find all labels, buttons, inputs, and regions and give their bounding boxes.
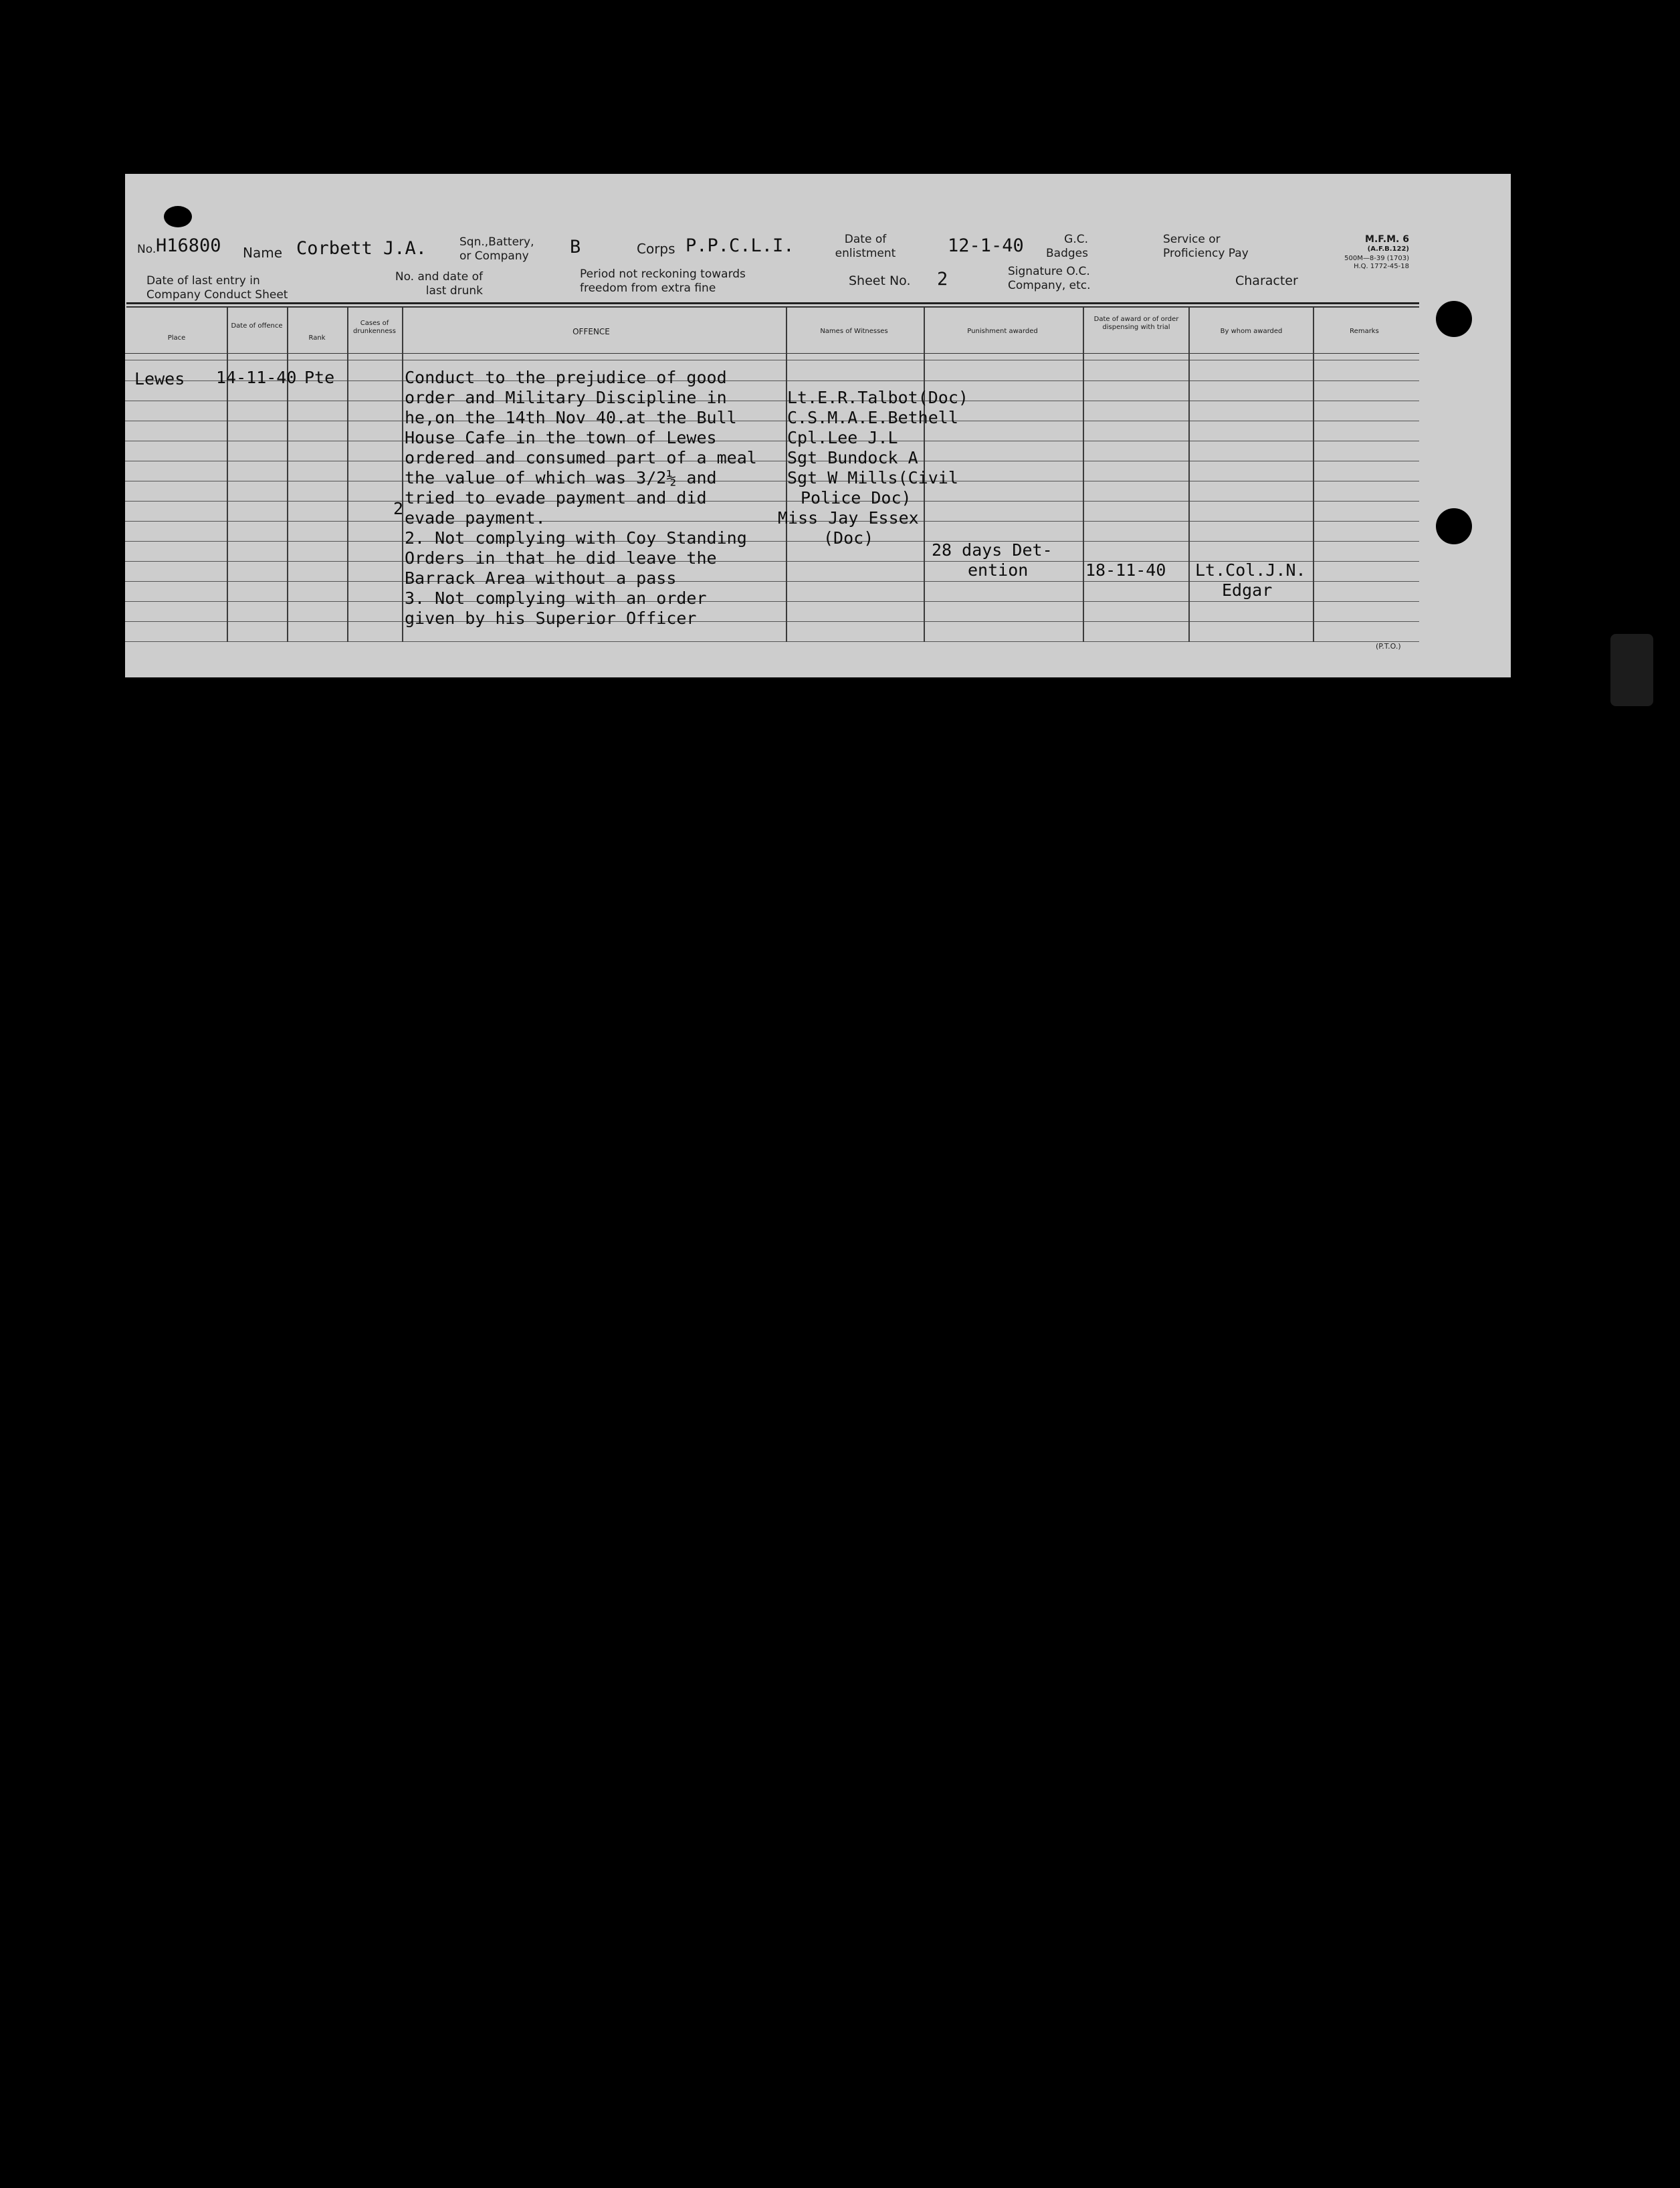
witness-line: Cpl.Lee J.L [787, 428, 898, 447]
sqn-label: Sqn.,Battery, or Company [459, 235, 534, 263]
punishment-line: 28 days Det- [932, 540, 1053, 560]
character-label: Character [1235, 274, 1298, 288]
enlistment-value: 12-1-40 [948, 235, 1024, 256]
witness-line: Sgt W Mills(Civil [787, 468, 958, 487]
award-date: 18-11-40 [1085, 560, 1166, 580]
signature-label: Signature O.C. Company, etc. [1008, 265, 1091, 292]
ruled-line [125, 521, 1419, 522]
offence-line: he,on the 14th Nov 40.at the Bull [405, 408, 737, 427]
col-place: Place [167, 334, 186, 342]
witness-line: (Doc) [823, 528, 874, 548]
form-code-print: 500M—8-39 (1703) [1344, 255, 1409, 262]
ink-blot [164, 206, 192, 227]
corps-label: Corps [637, 241, 675, 257]
offence-line: House Cafe in the town of Lewes [405, 428, 717, 447]
col-by-whom: By whom awarded [1220, 328, 1283, 335]
col-witnesses: Names of Witnesses [820, 328, 888, 335]
ruled-line [125, 621, 1419, 622]
punch-hole [1436, 301, 1472, 337]
column-divider [287, 308, 288, 642]
ruled-line [125, 641, 1419, 642]
witness-line: Miss Jay Essex [778, 508, 919, 528]
awarded-by-line: Lt.Col.J.N. [1195, 560, 1306, 580]
gc-badges-label: G.C. Badges [1046, 233, 1088, 260]
witness-line: Police Doc) [801, 488, 912, 508]
service-pay-label: Service or Proficiency Pay [1163, 233, 1249, 260]
ruled-line [125, 501, 1419, 502]
column-divider [227, 308, 228, 642]
offence-line: order and Military Discipline in [405, 388, 727, 407]
form-code: M.F.M. 6 [1365, 234, 1409, 245]
column-divider [402, 308, 403, 642]
service-number: H16800 [156, 235, 221, 256]
offence-line: 2. Not complying with Coy Standing [405, 528, 747, 548]
offence-line: given by his Superior Officer [405, 609, 697, 628]
awarded-by-line: Edgar [1222, 580, 1273, 600]
offence-line: Barrack Area without a pass [405, 568, 677, 588]
witness-line: Lt.E.R.Talbot(Doc) [787, 388, 968, 407]
entry-place: Lewes [134, 369, 185, 389]
sheet-label: Sheet No. [849, 274, 911, 288]
offence-line: 3. Not complying with an order [405, 588, 707, 608]
col-date-award: Date of award or of order dispensing with trial [1093, 316, 1179, 331]
offence-line: Conduct to the prejudice of good [405, 368, 727, 387]
scan-artifact [1610, 634, 1653, 706]
col-rank: Rank [308, 334, 326, 342]
form-code-hq: H.Q. 1772-45-18 [1354, 263, 1409, 270]
witness-line: C.S.M.A.E.Bethell [787, 408, 958, 427]
sheet-value: 2 [937, 269, 948, 290]
col-remarks: Remarks [1350, 328, 1379, 335]
col-punishment: Punishment awarded [967, 328, 1038, 335]
ruled-line [125, 541, 1419, 542]
column-divider [347, 308, 348, 642]
column-divider [1313, 308, 1314, 642]
col-offence: OFFENCE [572, 327, 610, 336]
name-value: Corbett J.A. [296, 238, 427, 259]
punishment-line: ention [968, 560, 1029, 580]
ruled-line [125, 601, 1419, 602]
entry-rank: Pte [304, 368, 335, 387]
header-rule [126, 302, 1419, 304]
last-entry-label: Date of last entry in Company Conduct Sheet [146, 274, 288, 302]
witness-line: Sgt Bundock A [787, 448, 918, 467]
offence-line: ordered and consumed part of a meal [405, 448, 757, 467]
entry-date: 14-11-40 [216, 368, 297, 387]
offence-line: the value of which was 3/2½ and [405, 468, 717, 487]
offence-line: tried to evade payment and did [405, 488, 707, 508]
last-drunk-label: No. and date of last drunk [395, 270, 483, 298]
column-divider [1188, 308, 1190, 642]
form-code-afb: (A.F.B.122) [1367, 245, 1409, 253]
conduct-sheet-card [125, 174, 1511, 677]
sqn-value: B [570, 237, 581, 257]
corps-value: P.P.C.L.I. [686, 235, 795, 256]
ruled-line [125, 353, 1419, 354]
entry-drunk-count: 2 [393, 499, 404, 518]
col-drunkenness: Cases of drunkenness [353, 320, 396, 335]
name-label: Name [243, 245, 283, 261]
punch-hole [1436, 508, 1472, 544]
header-rule-2 [126, 306, 1419, 308]
no-label: No. [137, 243, 156, 256]
column-divider [1083, 308, 1084, 642]
offence-line: Orders in that he did leave the [405, 548, 717, 568]
period-label: Period not reckoning towards freedom from extra fine [580, 267, 746, 295]
offence-line: evade payment. [405, 508, 546, 528]
enlistment-label: Date of enlistment [835, 233, 896, 260]
pto-label: (P.T.O.) [1376, 642, 1401, 651]
col-date-offence: Date of offence [231, 322, 283, 330]
